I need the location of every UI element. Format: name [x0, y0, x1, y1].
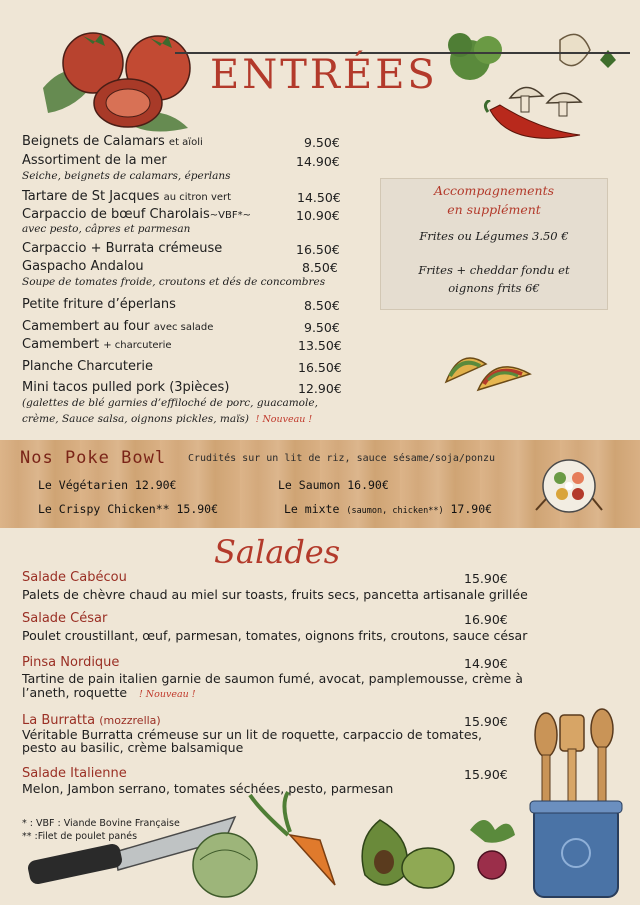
poke-bowl-section: [0, 440, 640, 528]
poke-subtitle: Crudités sur un lit de riz, sauce sésame/soja/ponzu: [188, 453, 496, 464]
entrees-title: ENTRÉES: [210, 52, 438, 98]
price: 16.50€: [298, 360, 342, 375]
poke-item: Le Crispy Chicken** 15.90€: [38, 502, 219, 516]
price: 9.50€: [304, 135, 340, 150]
price: 14.90€: [296, 154, 340, 169]
salad-name: La Burratta (mozzrella): [22, 713, 161, 728]
salad-description: Melon, Jambon serrano, tomates séchées, pesto, parmesan: [22, 781, 394, 796]
salades-title: Salades: [214, 533, 341, 571]
poke-title: Nos Poke Bowl: [20, 448, 167, 468]
item-description: avec pesto, câpres et parmesan: [22, 223, 191, 235]
price: 8.50€: [302, 260, 338, 275]
item-description: Seiche, beignets de calamars, éperlans: [22, 170, 231, 182]
price: 13.50€: [298, 338, 342, 353]
salad-description: Véritable Burratta crémeuse sur un lit de roquette, carpaccio de tomates,: [22, 727, 483, 742]
chili-pepper-illustration: [480, 100, 590, 155]
menu-item: Tartare de St Jacques au citron vert: [22, 189, 232, 204]
salad-name: Salade Italienne: [22, 766, 127, 781]
menu-item: Carpaccio de bœuf Charolais~VBF*~: [22, 207, 251, 222]
salad-name: Pinsa Nordique: [22, 655, 120, 670]
menu-item: Assortiment de la mer: [22, 153, 167, 168]
price: 14.90€: [464, 656, 508, 671]
price: 8.50€: [304, 298, 340, 313]
tomatoes-illustration: [38, 18, 208, 138]
menu-item: Beignets de Calamars et aïoli: [22, 134, 203, 149]
menu-item: Gaspacho Andalou: [22, 259, 144, 274]
poke-item: Le mixte (saumon, chicken**) 17.90€: [284, 502, 493, 516]
nouveau-badge: ! Nouveau !: [138, 689, 196, 700]
accompagnement-frites: Frites ou Légumes 3.50 €: [419, 229, 569, 243]
accompagnements-title: Accompagnements: [433, 183, 555, 198]
accompagnements-box: [380, 178, 608, 310]
salad-description: Palets de chèvre chaud au miel sur toasts, fruits secs, pancetta artisanale grillée: [22, 587, 528, 602]
poke-bowl-icon: [532, 448, 606, 518]
salad-description: Tartine de pain italien garnie de saumon fumé, avocat, pamplemousse, crème à: [22, 671, 523, 686]
price: 10.90€: [296, 208, 340, 223]
item-description: (galettes de blé garnies d’effiloché de porc, guacamole,: [22, 397, 318, 409]
price: 12.90€: [298, 381, 342, 396]
menu-item: Carpaccio + Burrata crémeuse: [22, 241, 223, 256]
salad-description: l’aneth, roquette ! Nouveau !: [22, 685, 196, 700]
tacos-illustration: [442, 342, 534, 396]
price: 16.90€: [464, 612, 508, 627]
item-description: Soupe de tomates froide, croutons et dés de concombres: [22, 276, 326, 288]
salad-description: pesto au basilic, crème balsamique: [22, 740, 244, 755]
utensils-jar-illustration: [520, 705, 630, 900]
poke-item: Le Végétarien 12.90€: [38, 478, 177, 492]
accompagnement-cheddar: Frites + cheddar fondu et: [418, 263, 570, 277]
price: 16.50€: [296, 242, 340, 257]
item-description: crème, Sauce salsa, oignons pickles, maïs) ! Nouveau !: [22, 413, 313, 425]
price: 9.50€: [304, 320, 340, 335]
salad-name: Salade César: [22, 611, 108, 626]
price: 14.50€: [297, 190, 341, 205]
salad-name: Salade Cabécou: [22, 570, 127, 585]
menu-item: Camembert au four avec salade: [22, 319, 214, 334]
accompagnement-cheddar-2: oignons frits 6€: [448, 281, 540, 295]
vegetables-illustration: [170, 790, 530, 900]
price: 15.90€: [464, 767, 508, 782]
footnote-poulet: ** :Filet de poulet panés: [22, 831, 138, 842]
menu-item: Petite friture d’éperlans: [22, 297, 176, 312]
poke-item: Le Saumon 16.90€: [278, 478, 389, 492]
salad-description: Poulet croustillant, œuf, parmesan, tomates, oignons frits, croutons, sauce césar: [22, 628, 528, 643]
footnote-vbf: * : VBF : Viande Bovine Française: [22, 818, 180, 829]
menu-item: Planche Charcuterie: [22, 359, 153, 374]
nouveau-badge: ! Nouveau !: [255, 414, 313, 425]
menu-item: Camembert + charcuterie: [22, 337, 172, 352]
price: 15.90€: [464, 571, 508, 586]
menu-item: Mini tacos pulled pork (3pièces): [22, 380, 230, 395]
price: 15.90€: [464, 714, 508, 729]
accompagnements-subtitle: en supplément: [447, 202, 541, 217]
